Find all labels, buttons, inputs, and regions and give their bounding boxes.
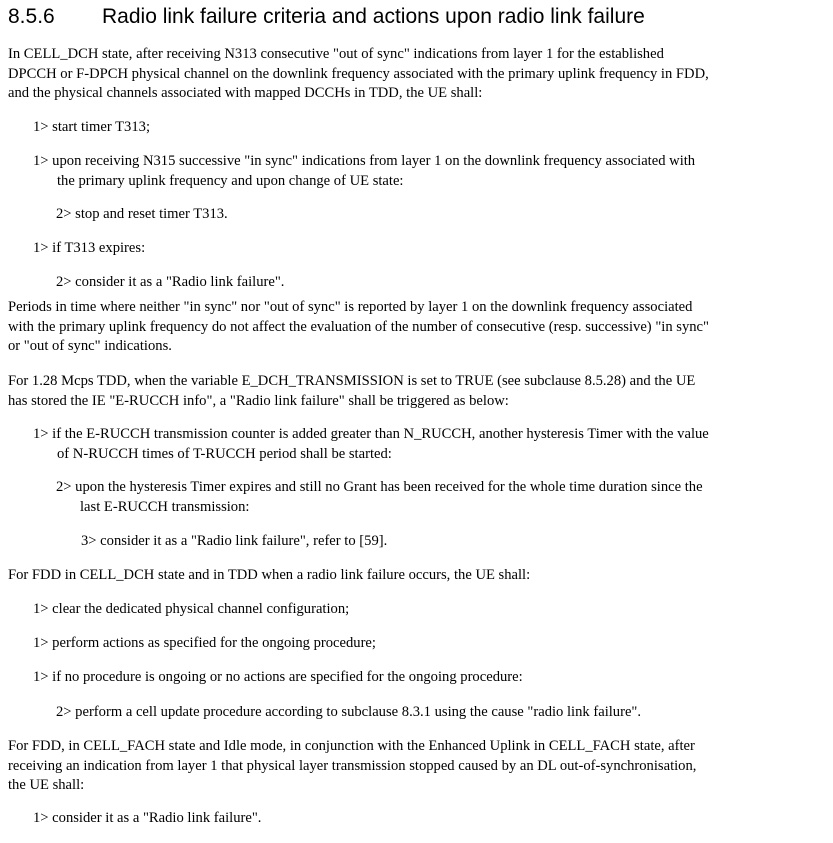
- section-number: 8.5.6: [8, 5, 55, 28]
- text-line: 2> consider it as a "Radio link failure".: [56, 274, 285, 290]
- text-line: of N-RUCCH times of T-RUCCH period shall be started:: [57, 445, 392, 462]
- text-line: 1> upon receiving N315 successive "in sync" indications from layer 1 on the downlink frequency associated with: [33, 153, 696, 169]
- text-line: 1> if T313 expires:: [33, 240, 146, 256]
- section-title: Radio link failure criteria and actions upon radio link failure: [102, 5, 645, 28]
- list-item-t313-expires: [33, 239, 145, 259]
- text-line: 2> stop and reset timer T313.: [56, 206, 228, 222]
- paragraph-cell-dch-out-of-sync: [8, 45, 709, 104]
- text-line: 1> if no procedure is ongoing or no actions are specified for the ongoing procedure:: [33, 669, 523, 685]
- text-line: For FDD, in CELL_FACH state and Idle mode, in conjunction with the Enhanced Uplink in CELL_FACH state, after: [8, 738, 695, 754]
- list-item-refer-59: [81, 532, 387, 552]
- text-line: has stored the IE "E-RUCCH info", a "Radio link failure" shall be triggered as below:: [8, 392, 509, 409]
- paragraph-fdd-cell-dch: [8, 566, 530, 586]
- text-line: or "out of sync" indications.: [8, 338, 172, 354]
- text-line: the UE shall:: [8, 777, 85, 793]
- text-line: 3> consider it as a "Radio link failure", refer to [59].: [81, 533, 388, 549]
- section-heading: [8, 4, 645, 30]
- paragraph-fdd-cell-fach: [8, 737, 696, 796]
- text-line: 1> start timer T313;: [33, 119, 150, 135]
- text-line: last E-RUCCH transmission:: [80, 498, 250, 515]
- list-item-no-procedure: [33, 668, 523, 688]
- text-line: 2> upon the hysteresis Timer expires and still no Grant has been received for the whole time duration since the: [56, 479, 703, 495]
- text-line: the primary uplink frequency and upon change of UE state:: [57, 172, 404, 189]
- list-item-consider-failure: [33, 809, 261, 829]
- text-line: 1> clear the dedicated physical channel configuration;: [33, 601, 350, 617]
- list-item-stop-t313: [56, 205, 228, 225]
- list-item-perform-actions: [33, 634, 376, 654]
- text-line: with the primary uplink frequency do not affect the evaluation of the number of consecutive (resp. successive) "in sync": [8, 318, 709, 335]
- text-line: receiving an indication from layer 1 that physical layer transmission stopped caused by an DL out-of-synchronisation,: [8, 757, 697, 774]
- list-item-start-t313: [33, 118, 150, 138]
- text-line: 1> perform actions as specified for the ongoing procedure;: [33, 635, 376, 651]
- text-line: For 1.28 Mcps TDD, when the variable E_DCH_TRANSMISSION is set to TRUE (see subclause 8.5.28) and the UE: [8, 373, 696, 389]
- list-item-e-rucch-counter: [33, 425, 709, 464]
- text-line: and the physical channels associated with mapped DCCHs in TDD, the UE shall:: [8, 85, 483, 101]
- text-line: 1> consider it as a "Radio link failure".: [33, 810, 262, 826]
- paragraph-tdd-e-rucch: [8, 372, 695, 411]
- list-item-n315-in-sync: [33, 152, 695, 191]
- text-line: For FDD in CELL_DCH state and in TDD when a radio link failure occurs, the UE shall:: [8, 567, 531, 583]
- list-item-clear-config: [33, 600, 349, 620]
- text-line: 1> if the E-RUCCH transmission counter is added greater than N_RUCCH, another hysteresis Timer with the value: [33, 426, 709, 442]
- list-item-radio-link-failure: [56, 273, 284, 293]
- text-line: 2> perform a cell update procedure according to subclause 8.3.1 using the cause "radio link failure".: [56, 704, 642, 720]
- text-line: DPCCH or F-DPCH physical channel on the downlink frequency associated with the primary uplink frequency in FDD,: [8, 65, 709, 82]
- text-line: In CELL_DCH state, after receiving N313 consecutive "out of sync" indications from layer 1 for the established: [8, 46, 664, 62]
- list-item-cell-update: [56, 703, 641, 723]
- text-line: Periods in time where neither "in sync" nor "out of sync" is reported by layer 1 on the downlink frequency associated: [8, 299, 693, 315]
- list-item-hysteresis-timer: [56, 478, 703, 517]
- paragraph-periods-in-time: [8, 298, 709, 357]
